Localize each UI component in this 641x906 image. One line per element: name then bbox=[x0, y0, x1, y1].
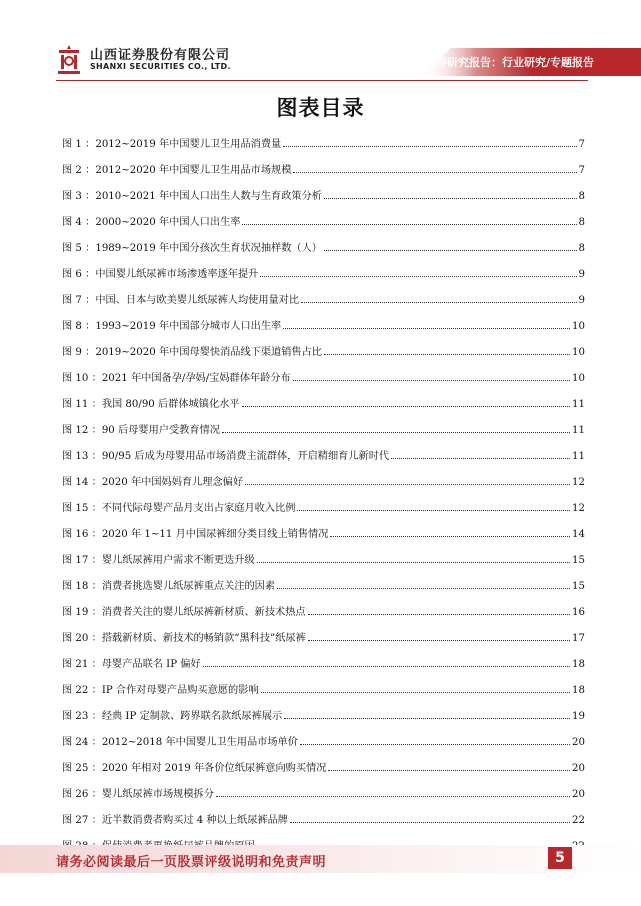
toc-entry[interactable] bbox=[62, 678, 585, 696]
toc-entry[interactable] bbox=[62, 600, 585, 618]
toc-entry[interactable] bbox=[62, 340, 585, 358]
toc-entry-page: 20 bbox=[572, 789, 585, 800]
toc-entry-page: 18 bbox=[572, 659, 585, 670]
toc-entry-label: 图 11 ：我国 80/90 后群体城镇化水平 bbox=[62, 399, 240, 410]
toc-entry-label: 图 15 ：不同代际母婴产品月支出占家庭月收入比例 bbox=[62, 503, 296, 514]
toc-entry-label: 图 21 ：母婴产品联名 IP 偏好 bbox=[62, 659, 201, 670]
toc-entry-label: 图 7 ：中国、日本与欧美婴儿纸尿裤人均使用量对比 bbox=[62, 295, 300, 306]
toc-entry-page: 7 bbox=[578, 165, 585, 176]
toc-entry-page: 12 bbox=[572, 477, 585, 488]
toc-entry-page: 8 bbox=[578, 217, 585, 228]
toc-entry-page: 7 bbox=[578, 139, 585, 150]
toc-entry[interactable] bbox=[62, 652, 585, 670]
toc-entry[interactable] bbox=[62, 392, 585, 410]
toc-entry[interactable] bbox=[62, 184, 585, 202]
toc-leader-dots bbox=[216, 796, 570, 797]
toc-entry-label: 图 2 ：2012~2020 年中国婴儿卫生用品市场规模 bbox=[62, 165, 292, 176]
toc-leader-dots bbox=[283, 146, 576, 147]
toc-leader-dots bbox=[290, 822, 570, 823]
company-name-cn: 山西证券股份有限公司 bbox=[90, 48, 231, 63]
toc-entry-label: 图 4 ：2000~2020 年中国人口出生率 bbox=[62, 217, 241, 228]
toc-entry[interactable] bbox=[62, 418, 585, 436]
toc-leader-dots bbox=[297, 510, 570, 511]
toc-entry-label: 图 17 ：婴儿纸尿裤用户需求不断更迭升级 bbox=[62, 555, 255, 566]
toc-leader-dots bbox=[293, 172, 576, 173]
toc-entry-label: 图 14 ：2020 年中国妈妈育儿理念偏好 bbox=[62, 477, 244, 488]
toc-entry-page: 15 bbox=[572, 555, 585, 566]
toc-leader-dots bbox=[293, 380, 570, 381]
toc-leader-dots bbox=[391, 458, 570, 459]
footer-disclaimer: 请务必阅读最后一页股票评级说明和免责声明 bbox=[56, 855, 327, 870]
toc-entry-label: 图 18 ：消费者挑选婴儿纸尿裤重点关注的因素 bbox=[62, 581, 276, 592]
toc-leader-dots bbox=[283, 328, 570, 329]
toc-entry-label: 图 16 ：2020 年 1~11 月中国尿裤细分类目线上销售情况 bbox=[62, 529, 329, 540]
page-number: 5 bbox=[548, 847, 572, 869]
toc-entry[interactable] bbox=[62, 132, 585, 150]
toc-entry[interactable] bbox=[62, 262, 585, 280]
toc-entry-label: 图 8 ：1993~2019 年中国部分城市人口出生率 bbox=[62, 321, 282, 332]
toc-entry[interactable] bbox=[62, 782, 585, 800]
toc-entry-page: 10 bbox=[572, 373, 585, 384]
toc-entry-label: 图 10 ：2021 年中国备孕/孕妈/宝妈群体年龄分布 bbox=[62, 373, 291, 384]
toc-leader-dots bbox=[301, 302, 576, 303]
toc-entry[interactable] bbox=[62, 496, 585, 514]
toc-entry[interactable] bbox=[62, 704, 585, 722]
page-title: 图表目录 bbox=[276, 96, 365, 120]
toc-entry[interactable] bbox=[62, 470, 585, 488]
toc-entry-page: 12 bbox=[572, 503, 585, 514]
toc-entry-label: 图 3 ：2010~2021 年中国人口出生人数与生育政策分析 bbox=[62, 191, 322, 202]
toc-entry-page: 14 bbox=[572, 529, 585, 540]
toc-leader-dots bbox=[222, 432, 570, 433]
toc-entry-label: 图 27 ：近半数消费者购买过 4 种以上纸尿裤品牌 bbox=[62, 815, 288, 826]
toc-entry-page: 22 bbox=[572, 815, 585, 826]
toc-entry-label: 图 22 ：IP 合作对母婴产品购买意愿的影响 bbox=[62, 685, 259, 696]
toc-leader-dots bbox=[257, 562, 570, 563]
toc-entry-label: 图 24 ：2012~2018 年中国婴儿卫生用品市场单价 bbox=[62, 737, 298, 748]
toc-entry[interactable] bbox=[62, 210, 585, 228]
toc-entry-page: 8 bbox=[578, 191, 585, 202]
toc-leader-dots bbox=[330, 536, 570, 537]
toc-entry-page: 10 bbox=[572, 347, 585, 358]
toc-entry[interactable] bbox=[62, 236, 585, 254]
toc-entry-page: 18 bbox=[572, 685, 585, 696]
company-logo-icon bbox=[56, 44, 82, 76]
toc-entry-label: 图 13 ：90/95 后成为母婴用品市场消费主流群体，开启精细育儿新时代 bbox=[62, 451, 390, 462]
toc-entry-page: 11 bbox=[572, 425, 585, 436]
company-name-en: SHANXI SECURITIES CO., LTD. bbox=[90, 62, 231, 71]
toc-entry[interactable] bbox=[62, 548, 585, 566]
toc-entry-page: 15 bbox=[572, 581, 585, 592]
toc-entry-label: 图 20 ：搭载新材质、新技术的畅销款“黑科技”纸尿裤 bbox=[62, 633, 306, 644]
toc-leader-dots bbox=[203, 666, 570, 667]
toc-entry-page: 19 bbox=[572, 711, 585, 722]
toc-entry-page: 9 bbox=[578, 295, 585, 306]
toc-entry[interactable] bbox=[62, 808, 585, 826]
toc-leader-dots bbox=[277, 588, 570, 589]
toc-entry[interactable] bbox=[62, 288, 585, 306]
toc-entry-label: 图 5 ：1989~2019 年中国分孩次生育状况抽样数（人） bbox=[62, 243, 322, 254]
toc-entry-label: 图 9 ：2019~2020 年中国母婴快消品线下渠道销售占比 bbox=[62, 347, 322, 358]
toc-entry[interactable] bbox=[62, 756, 585, 774]
toc-entry-page: 20 bbox=[572, 737, 585, 748]
toc-entry-page: 8 bbox=[578, 243, 585, 254]
toc-entry-label: 图 6 ：中国婴儿纸尿裤市场渗透率逐年提升 bbox=[62, 269, 259, 280]
toc-leader-dots bbox=[242, 224, 576, 225]
page-header bbox=[0, 0, 641, 90]
toc-entry-page: 20 bbox=[572, 763, 585, 774]
toc-entry-page: 17 bbox=[572, 633, 585, 644]
toc-entry[interactable] bbox=[62, 366, 585, 384]
toc-leader-dots bbox=[324, 354, 570, 355]
toc-entry[interactable] bbox=[62, 626, 585, 644]
toc-entry-label: 图 25 ：2020 年相对 2019 年各价位纸尿裤意向购买情况 bbox=[62, 763, 327, 774]
toc-leader-dots bbox=[245, 484, 570, 485]
toc-leader-dots bbox=[324, 250, 577, 251]
toc-entry-label: 图 26 ：婴儿纸尿裤市场规模拆分 bbox=[62, 789, 214, 800]
toc-entry-page: 16 bbox=[572, 607, 585, 618]
toc-leader-dots bbox=[260, 276, 576, 277]
toc-entry[interactable] bbox=[62, 444, 585, 462]
toc-entry-page: 11 bbox=[572, 451, 585, 462]
toc-entry-label: 图 23 ：经典 IP 定制款、跨界联名款纸尿裤展示 bbox=[62, 711, 283, 722]
toc-leader-dots bbox=[300, 744, 570, 745]
toc-leader-dots bbox=[242, 406, 571, 407]
toc-entry[interactable] bbox=[62, 158, 585, 176]
report-type-label: 证券研究报告：行业研究/专题报告 bbox=[424, 56, 594, 69]
toc-leader-dots bbox=[308, 614, 570, 615]
toc-entry[interactable] bbox=[62, 314, 585, 332]
toc-entry-label: 图 1 ：2012~2019 年中国婴儿卫生用品消费量 bbox=[62, 139, 282, 150]
toc-entry-label: 图 12 ：90 后母婴用户受教育情况 bbox=[62, 425, 220, 436]
toc-leader-dots bbox=[324, 198, 577, 199]
toc-leader-dots bbox=[308, 640, 570, 641]
toc-entry-page: 11 bbox=[572, 399, 585, 410]
toc-entry-page: 10 bbox=[572, 321, 585, 332]
toc-entry-label: 图 19 ：消费者关注的婴儿纸尿裤新材质、新技术热点 bbox=[62, 607, 306, 618]
header-divider bbox=[56, 80, 588, 81]
toc-leader-dots bbox=[261, 692, 570, 693]
toc-entry[interactable] bbox=[62, 730, 585, 748]
toc-entry-page: 9 bbox=[578, 269, 585, 280]
toc-entry[interactable] bbox=[62, 522, 585, 540]
toc-entry[interactable] bbox=[62, 574, 585, 592]
toc-leader-dots bbox=[328, 770, 570, 771]
toc-leader-dots bbox=[284, 718, 570, 719]
